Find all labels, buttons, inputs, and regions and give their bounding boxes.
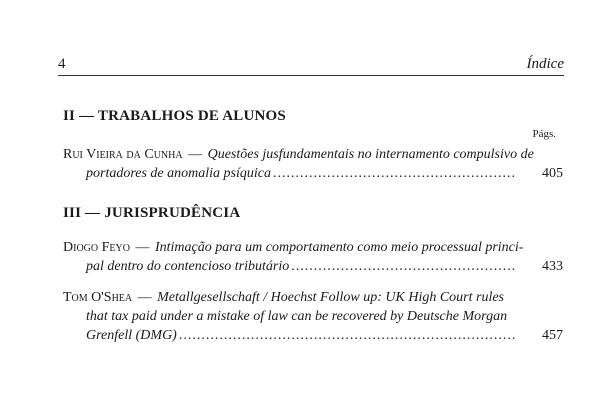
toc-entry-tom-oshea[interactable] bbox=[63, 288, 563, 345]
entry-first-line bbox=[63, 238, 563, 257]
entry-dash: — bbox=[137, 290, 152, 305]
entry-title-line: Intimação para um comportamento como meio processual princi- bbox=[154, 240, 524, 255]
section-heading-trabalhos-de-alunos: II — TRABALHOS DE ALUNOS bbox=[63, 108, 286, 124]
pages-column-label: Págs. bbox=[532, 128, 556, 140]
entry-title-line: pal dentro do contencioso tributário bbox=[86, 259, 290, 274]
dot-leader bbox=[291, 257, 517, 276]
entry-title-line: Questões jusfundamentais no internamento compulsivo de bbox=[207, 147, 534, 162]
toc-entry-diogo-feyo[interactable] bbox=[63, 238, 563, 276]
entry-last-line bbox=[63, 257, 563, 276]
entry-dash: — bbox=[135, 240, 150, 255]
dot-leader bbox=[179, 326, 517, 345]
entry-title-line: Grenfell (DMG) bbox=[86, 328, 177, 343]
entry-author: Diogo Feyo bbox=[63, 240, 130, 255]
entry-title-line: that tax paid under a mistake of law can be recovered by Deutsche Morgan bbox=[86, 309, 508, 324]
toc-entry-rui-vieira-da-cunha[interactable] bbox=[63, 145, 563, 183]
entry-first-line bbox=[63, 145, 563, 164]
page-number: 4 bbox=[58, 56, 66, 72]
running-head bbox=[58, 56, 564, 74]
header-rule bbox=[58, 75, 564, 76]
entry-author: Rui Vieira da Cunha bbox=[63, 147, 183, 162]
section-heading-jurisprudencia: III — JURISPRUDÊNCIA bbox=[63, 205, 241, 221]
entry-title-line: portadores de anomalia psíquica bbox=[86, 166, 271, 181]
entry-page-number: 457 bbox=[542, 328, 563, 343]
entry-first-line bbox=[63, 288, 563, 307]
entry-last-line bbox=[63, 164, 563, 183]
entry-author: Tom O'Shea bbox=[63, 290, 133, 305]
entry-last-line bbox=[63, 326, 563, 345]
entry-page-number: 433 bbox=[542, 259, 563, 274]
dot-leader bbox=[273, 164, 517, 183]
entry-title-line: Metallgesellschaft / Hoechst Follow up: UK High Court rules bbox=[157, 290, 505, 305]
entry-dash: — bbox=[188, 147, 203, 162]
entry-page-number: 405 bbox=[542, 166, 563, 181]
running-title: Índice bbox=[526, 56, 564, 72]
